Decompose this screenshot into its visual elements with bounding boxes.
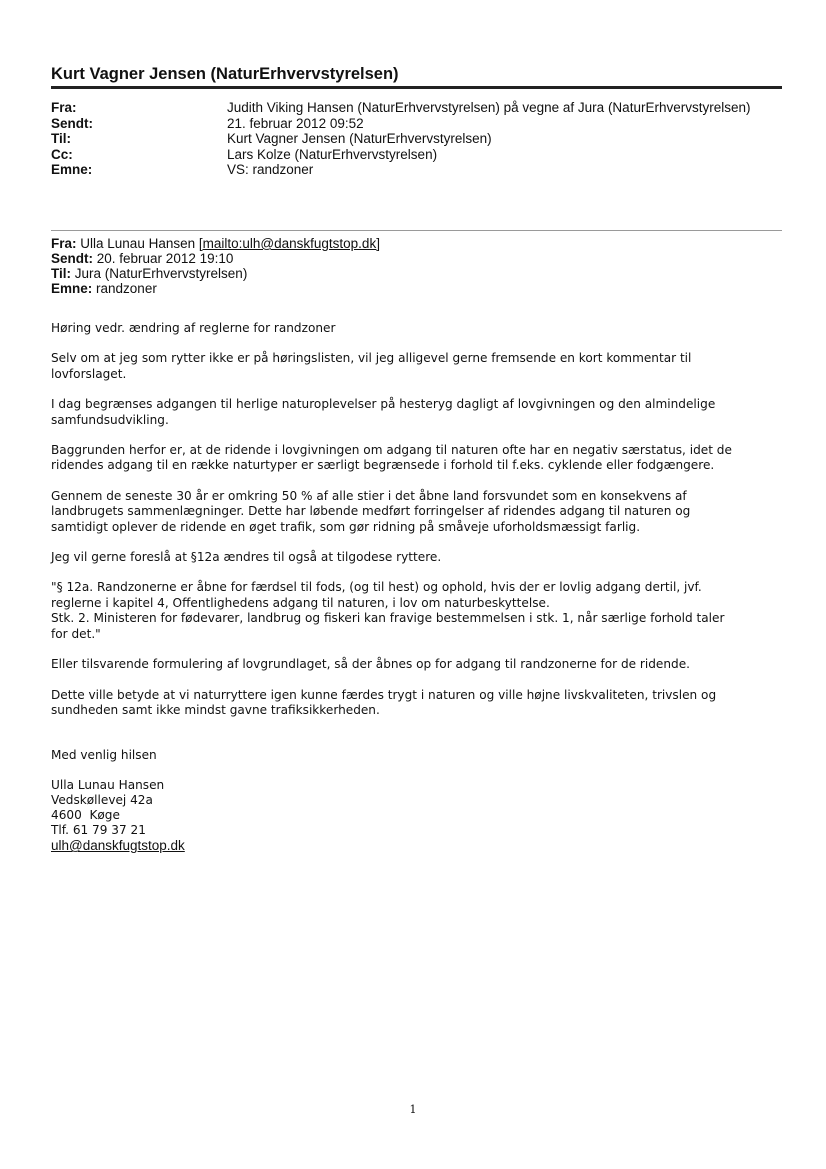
- body-line: Dette ville betyde at vi naturryttere igen kunne færdes trygt i naturen og ville højne livskvaliteten, trivslen og: [51, 687, 717, 702]
- body-line: Selv om at jeg som rytter ikke er på høringslisten, vil jeg alligevel gerne fremsende en kort kommentar til: [51, 351, 692, 366]
- body-line: I dag begrænses adgangen til herlige naturoplevelser på hesteryg dagligt af lovgivningen og den almindelige: [51, 397, 716, 412]
- body-paragraph: [51, 321, 781, 336]
- original-sent-value: 20. februar 2012 19:10: [96, 251, 234, 266]
- body-line: lovforslaget.: [51, 366, 127, 381]
- header-cc-label: Cc:: [51, 146, 73, 162]
- body-line: sundheden samt ikke mindst gavne trafiksikkerheden.: [51, 702, 380, 717]
- body-line: samtidigt oplever de ridende en øget trafik, som gør ridning på småveje uforholdsmæssigt farlig.: [51, 519, 641, 534]
- page-number: 1: [409, 1103, 417, 1116]
- header-cc-value: Lars Kolze (NaturErhvervstyrelsen): [227, 146, 438, 162]
- header-from-label: Fra:: [51, 100, 77, 115]
- body-line: Høring vedr. ændring af reglerne for randzoner: [51, 321, 336, 335]
- original-message-header: [51, 236, 380, 296]
- forward-header: [51, 100, 750, 178]
- header-subject-label: Emne:: [51, 162, 93, 177]
- body-paragraph: [51, 550, 781, 565]
- signature-block: [51, 748, 781, 853]
- body-paragraph: [51, 397, 781, 428]
- original-sent-label: Sendt:: [51, 251, 93, 266]
- original-to-row: [51, 266, 380, 281]
- signature-phone: Tlf. 61 79 37 21: [51, 823, 146, 838]
- header-from-row: [51, 100, 750, 116]
- body-line: Jeg vil gerne foreslå at §12a ændres til også at tilgodese ryttere.: [51, 550, 442, 565]
- body-paragraph: [51, 688, 781, 719]
- signature-street: Vedskøllevej 42a: [51, 793, 153, 808]
- header-to-value: Kurt Vagner Jensen (NaturErhvervstyrelsen): [227, 131, 492, 146]
- body-line: ridendes adgang til en række naturtyper er særligt begrænsede i forhold til f.eks. cyklende eller fodgængere.: [51, 458, 715, 473]
- body-line: Eller tilsvarende formulering af lovgrundlaget, så der åbnes op for adgang til randzonerne for de ridende.: [51, 657, 690, 672]
- header-sent-value: 21. februar 2012 09:52: [227, 115, 364, 131]
- original-subject-value: randzoner: [96, 281, 157, 296]
- body-paragraph: [51, 580, 781, 642]
- message-separator: [51, 230, 782, 231]
- signature-city: 4600 Køge: [51, 808, 120, 823]
- original-from-value: Ulla Lunau Hansen: [80, 236, 196, 251]
- body-line: reglerne i kapitel 4, Offentlighedens adgang til naturen, i lov om naturbeskyttelse.: [51, 595, 550, 610]
- original-to-value: Jura (NaturErhvervstyrelsen): [74, 266, 248, 281]
- title-rule: [51, 86, 782, 89]
- header-from-value: Judith Viking Hansen (NaturErhvervstyrelsen) på vegne af Jura (NaturErhvervstyrelsen): [227, 100, 751, 115]
- original-from-row: [51, 236, 380, 251]
- body-line: Baggrunden herfor er, at de ridende i lovgivningen om adgang til naturen ofte har en negativ særstatus, idet de: [51, 443, 732, 458]
- header-subject-row: [51, 162, 750, 178]
- mailbox-owner-title: Kurt Vagner Jensen (NaturErhvervstyrelsen): [51, 65, 399, 83]
- body-line: landbrugets sammenlægninger. Dette har løbende medført forringelser af ridendes adgang til naturen og: [51, 504, 691, 519]
- original-subject-label: Emne:: [51, 281, 93, 296]
- header-to-label: Til:: [51, 131, 71, 146]
- signature-greeting: Med venlig hilsen: [51, 748, 157, 763]
- header-sent-row: [51, 116, 750, 132]
- body-line: Stk. 2. Ministeren for fødevarer, landbrug og fiskeri kan fravige bestemmelsen i stk. 1, når særlige forhold taler: [51, 611, 725, 626]
- header-sent-label: Sendt:: [51, 115, 93, 131]
- body-paragraph: [51, 443, 781, 474]
- body-line: for det.": [51, 626, 101, 641]
- signature-email-link[interactable]: ulh@danskfugtstop.dk: [51, 838, 185, 854]
- header-subject-value: VS: randzoner: [227, 162, 314, 177]
- body-line: Gennem de seneste 30 år er omkring 50 % af alle stier i det åbne land forsvundet som en konsekvens af: [51, 488, 687, 503]
- original-sent-row: [51, 251, 380, 266]
- original-from-label: Fra:: [51, 236, 77, 251]
- header-to-row: [51, 131, 750, 147]
- original-from-mailto-link[interactable]: [mailto:ulh@danskfugtstop.dk]: [198, 236, 380, 251]
- original-to-label: Til:: [51, 266, 71, 281]
- body-line: samfundsudvikling.: [51, 412, 169, 427]
- header-cc-row: [51, 147, 750, 163]
- body-paragraph: [51, 351, 781, 382]
- body-line: "§ 12a. Randzonerne er åbne for færdsel til fods, (og til hest) og ophold, hvis der er lovlig adgang dertil, jvf.: [51, 580, 702, 595]
- signature-name: Ulla Lunau Hansen: [51, 778, 165, 793]
- body-paragraph: [51, 489, 781, 535]
- body-paragraph: [51, 657, 781, 672]
- message-body: [51, 321, 781, 853]
- original-subject-row: [51, 281, 380, 296]
